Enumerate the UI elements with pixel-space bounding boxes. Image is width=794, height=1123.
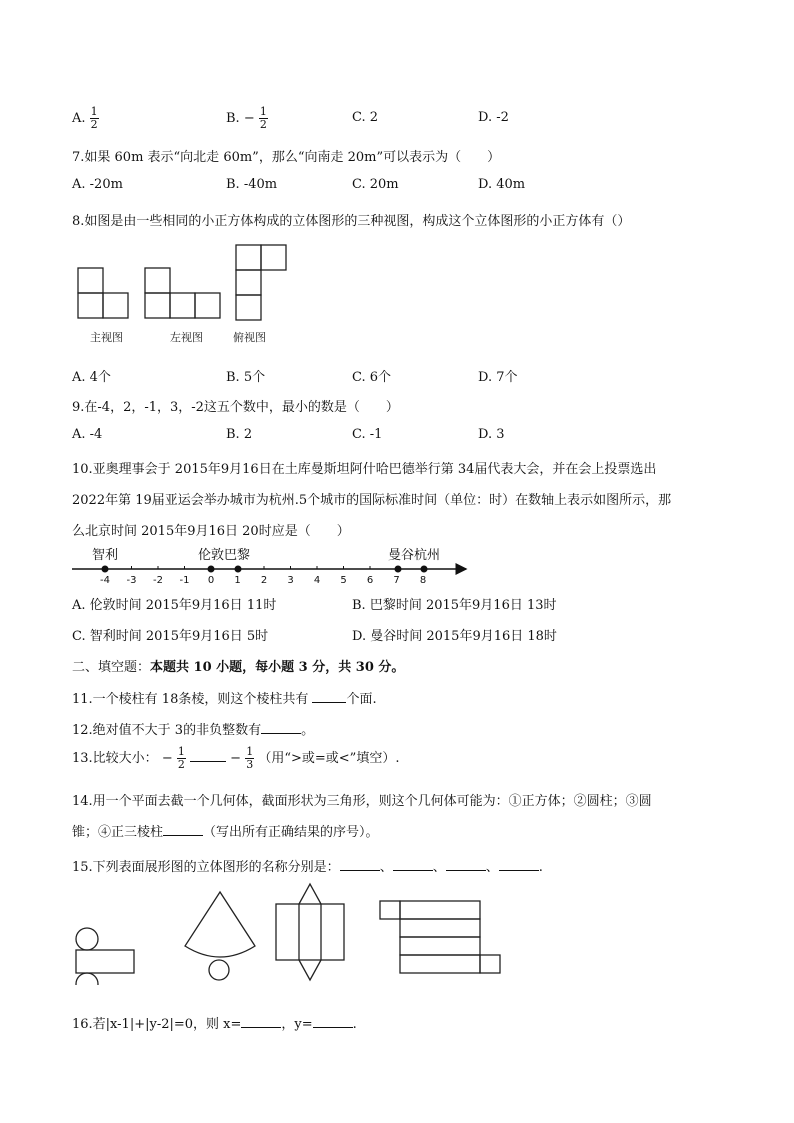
q6-option-d: D. -2 [478,110,509,125]
q14-question-line2: 锥；④正三棱柱 （写出所有正确结果的序号）。 [72,825,379,840]
q6-option-b [226,106,268,131]
q8-option-d: D. 7个 [478,370,518,385]
q10-question-line1: 10.亚奥理事会于 2015年9月16日在土库曼斯坦阿什哈巴德举行第 34届代表大会，并在会上投票选出 [72,462,657,477]
section-instructions: 本题共 10 小题，每小题 3 分，共 30 分。 [150,660,405,675]
number-line-tick-label: 7 [393,575,400,586]
number-line-tick-label: 3 [287,575,294,586]
number-line-tick-label: -4 [100,575,110,586]
number-line-tick-label: 6 [366,575,374,586]
q7-option-d: D. 40m [478,177,526,192]
front-view-label: 主视图 [90,331,123,344]
fraction: $\frac{1}{2}$ [90,105,98,131]
minus-sign: − [243,111,255,126]
q7-option-a: A. -20m [72,177,123,192]
q8-option-c: C. 6个 [352,370,392,385]
q10-option-b: B. 巴黎时间 2015年9月16日 13时 [352,598,557,613]
q9-option-c: C. -1 [352,427,383,442]
fraction: $\frac{1}{2}$ [259,105,267,131]
q6-option-c: C. 2 [352,110,379,125]
number-line-tick-label: 2 [260,575,268,586]
answer-blank [312,701,346,703]
answer-blank [241,1026,281,1028]
answer-blank [261,732,301,734]
q10-option-a: A. 伦敦时间 2015年9月16日 11时 [72,598,277,613]
triangular-prism-net [276,884,344,980]
q9-option-d: D. 3 [478,427,505,442]
answer-blank [393,869,433,871]
point-bangkok [395,566,402,573]
surface-nets-figure [70,880,510,985]
q10-question-line2: 2022年第 19届亚运会举办城市为杭州.5个城市的国际标准时间（单位：时）在数轴上表示如图所示，那 [72,493,672,508]
number-line-tick-label: -2 [153,575,163,586]
three-views-figure [70,240,300,350]
q9-question: 9.在-4，2，-1，3，-2这五个数中，最小的数是（ ） [72,400,399,415]
label-bangkok-hangzhou: 曼谷杭州 [388,548,441,563]
number-line-tick-label: 5 [340,575,347,586]
cylinder-net [76,928,134,985]
cuboid-net [380,901,500,973]
point-paris [235,566,242,573]
answer-blank [446,869,486,871]
section-heading [72,656,404,675]
q7-option-b: B. -40m [226,177,278,192]
option-label: A. [72,111,86,126]
q9-option-b: B. 2 [226,427,253,442]
number-line-tick-label: 0 [207,575,215,586]
q8-option-b: B. 5个 [226,370,266,385]
answer-blank [340,869,380,871]
number-line-tick-label: -1 [179,575,190,586]
answer-blank [190,760,226,762]
q13-question: 13.比较大小： − $\frac{1}{2}$ − $\frac{1}{3}$ （用“>或=或<”填空）. [72,745,400,771]
q16-question: 16.若|x-1|+|y-2|=0，则 x= ，y= . [72,1017,357,1032]
left-view-label: 左视图 [170,331,203,344]
q7-option-c: C. 20m [352,177,399,192]
number-line-figure [70,543,470,589]
q15-question: 15.下列表面展形图的立体图形的名称分别是： 、 、 、 . [72,860,543,875]
answer-blank [499,869,539,871]
minus-sign: − [230,751,242,766]
top-view [236,245,286,320]
q10-question-line3: 么北京时间 2015年9月16日 20时应是（ ） [72,524,350,539]
number-line-tick-label: -3 [126,575,137,586]
point-london [208,566,215,573]
q8-option-a: A. 4个 [72,370,111,385]
number-line-tick-label: 1 [234,575,241,586]
q10-option-c: C. 智利时间 2015年9月16日 5时 [72,629,269,644]
point-hangzhou [421,566,428,573]
section-title: 二、填空题： [72,660,151,675]
front-view [78,268,128,318]
number-line-tick-label: 4 [313,575,321,586]
point-chile [102,566,109,573]
q8-question: 8.如图是由一些相同的小正方体构成的立体图形的三种视图，构成这个立体图形的小正方体有（） [72,214,631,229]
q7-question: 7.如果 60m 表示“向北走 60m”，那么“向南走 20m”可以表示为（ ） [72,150,501,165]
q9-option-a: A. -4 [72,427,103,442]
label-london-paris: 伦敦巴黎 [198,548,251,563]
minus-sign: − [161,751,173,766]
cone-net [185,892,255,980]
q11-question: 11.一个棱柱有 18条棱，则这个棱柱共有 个面. [72,692,377,707]
q12-question: 12.绝对值不大于 3的非负整数有 。 [72,723,315,738]
answer-blank [163,834,203,836]
number-line-tick-label: 8 [419,575,427,586]
left-view [145,268,220,318]
top-view-label: 俯视图 [233,331,266,344]
label-chile: 智利 [92,548,119,563]
q10-option-d: D. 曼谷时间 2015年9月16日 18时 [352,629,557,644]
answer-blank [313,1026,353,1028]
q6-option-a [72,106,99,131]
option-label: B. [226,111,240,126]
q14-question-line1: 14.用一个平面去截一个几何体，截面形状为三角形，则这个几何体可能为：①正方体；②圆柱；③圆 [72,794,652,809]
fraction: $\frac{1}{3}$ [246,745,254,771]
fraction: $\frac{1}{2}$ [177,745,185,771]
